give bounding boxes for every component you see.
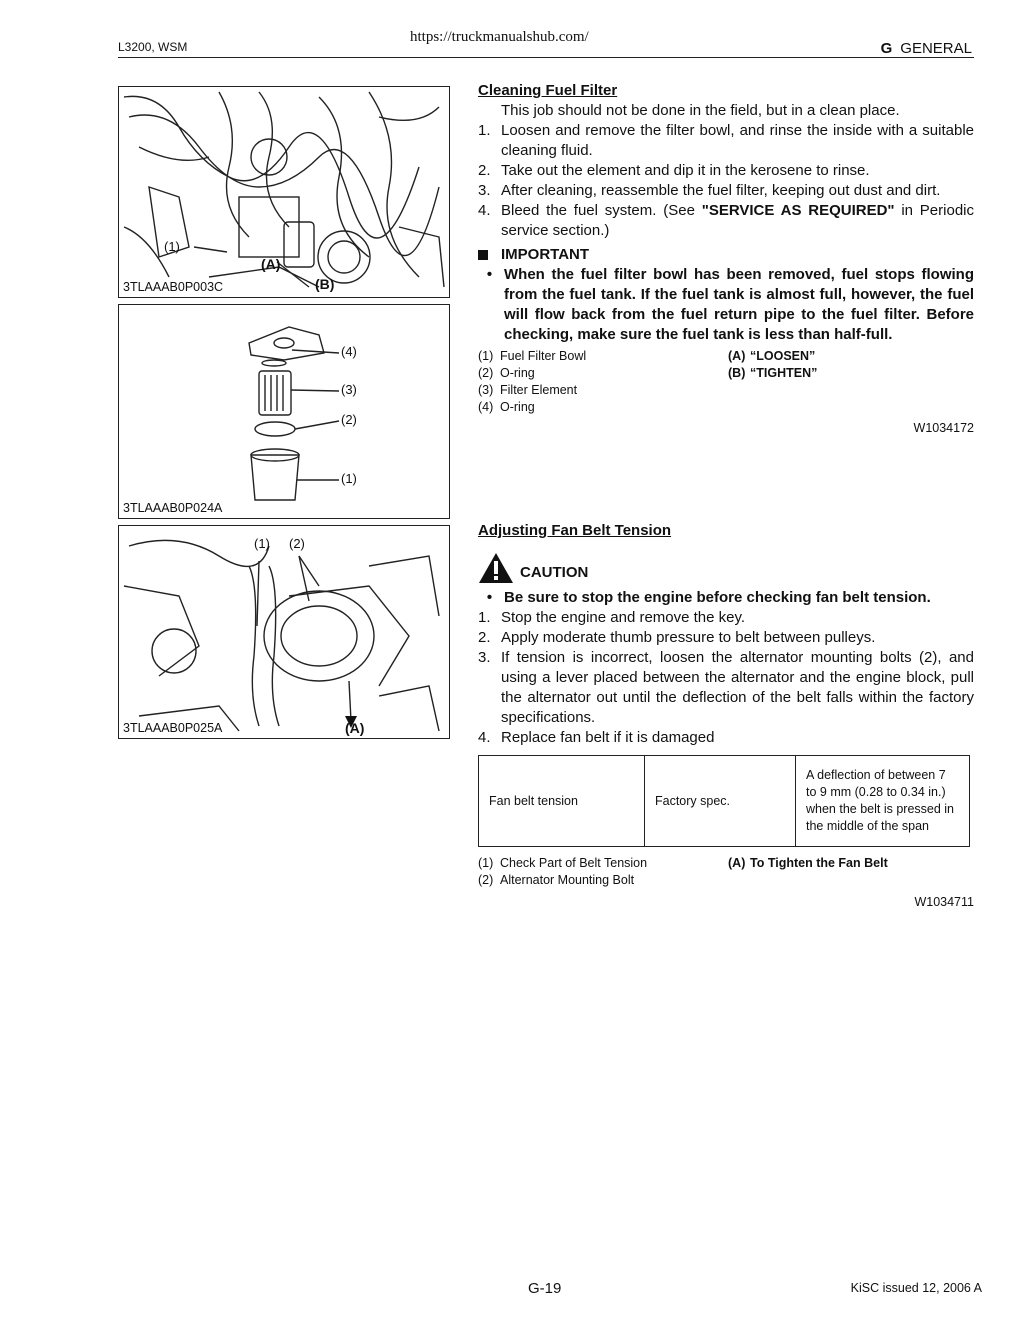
spec-label-cell: Factory spec. (645, 756, 796, 847)
figure2-label-2: (2) (341, 412, 357, 427)
fanbelt-step: 1. Stop the engine and remove the key. (478, 609, 746, 626)
figure1-label-a: (A) (261, 256, 281, 272)
bullet-icon: • (486, 589, 493, 606)
fan-belt-illustration (119, 526, 449, 738)
figure-fuel-filter-exploded (118, 304, 450, 519)
figure2-label-4: (4) (341, 344, 357, 359)
figure3-label-2: (2) (289, 536, 305, 551)
figure2-label-3: (3) (341, 382, 357, 397)
fan-belt-section (478, 521, 974, 912)
header-rule (118, 57, 974, 58)
caution-heading: CAUTION (478, 552, 974, 584)
spec-value-cell: A deflection of between 7 to 9 mm (0.28 to 0.34 in.) when the belt is pressed in the middle of the span (796, 756, 970, 847)
square-bullet-icon (478, 250, 488, 260)
legend-row: (1) Check Part of Belt Tension (A) To Tighten the Fan Belt (478, 856, 888, 870)
figure3-label-1: (1) (254, 536, 270, 551)
fanbelt-step: 2. Apply moderate thumb pressure to belt between pulleys. (478, 629, 876, 646)
section-name: GENERAL (900, 40, 972, 57)
service-reference: "SERVICE AS REQUIRED" (701, 202, 895, 219)
cleaning-step: 3. After cleaning, reassemble the fuel filter, keeping out dust and dirt. (478, 182, 941, 199)
spec-table (478, 755, 970, 847)
legend-row: (2) O-ring (B) “TIGHTEN” (478, 366, 818, 380)
figure2-caption: 3TLAAAB0P024A (123, 501, 223, 515)
cleaning-step: 2. Take out the element and dip it in the kerosene to rinse. (478, 162, 870, 179)
issued-note: KiSC issued 12, 2006 A (850, 1281, 982, 1295)
header-section (881, 40, 972, 57)
figure2-label-1: (1) (341, 471, 357, 486)
warning-triangle-icon (478, 552, 514, 584)
section-letter: G (880, 40, 893, 57)
legend-row: (4) O-ring (478, 400, 535, 414)
fanbelt-title: Adjusting Fan Belt Tension (478, 522, 672, 539)
cleaning-legend (478, 348, 974, 416)
cleaning-intro: This job should not be done in the field, but in a clean place. (501, 102, 900, 119)
cleaning-step: 1. Loosen and remove the filter bowl, and rinse the inside with a suitable cleaning fluid. (478, 122, 974, 159)
fanbelt-step: 3. If tension is incorrect, loosen the alternator mounting bolts (2), and using a lever placed between the alternator and the engine block, pull the alternator out until the deflection of the belt falls within the factory specifications. (478, 649, 974, 726)
page-number: G-19 (528, 1280, 562, 1297)
fanbelt-code: W1034711 (914, 895, 974, 909)
cleaning-title: Cleaning Fuel Filter (478, 82, 618, 99)
header-model: L3200, WSM (118, 40, 188, 54)
legend-row: (2) Alternator Mounting Bolt (478, 873, 635, 887)
figure1-caption: 3TLAAAB0P003C (123, 280, 224, 294)
spec-item-cell: Fan belt tension (479, 756, 645, 847)
table-row (479, 756, 970, 847)
cleaning-step: 4. Bleed the fuel system. (See "SERVICE AS REQUIRED" in Periodic service section.) (478, 202, 974, 239)
figure1-label-1: (1) (164, 239, 180, 254)
filter-exploded-illustration (119, 305, 449, 518)
cleaning-code: W1034172 (913, 421, 974, 435)
figure1-label-b: (B) (315, 276, 335, 292)
figure-fan-belt (118, 525, 450, 739)
engine-illustration (119, 87, 449, 297)
cleaning-fuel-filter-section (478, 81, 974, 438)
figure-fuel-filter-engine (118, 86, 450, 298)
legend-row: (3) Filter Element (478, 383, 578, 397)
caution-note: • Be sure to stop the engine before checking fan belt tension. (478, 588, 974, 608)
fanbelt-legend (478, 855, 974, 889)
legend-row: (1) Fuel Filter Bowl (A) “LOOSEN” (478, 349, 816, 363)
bullet-icon: • (486, 266, 493, 283)
fanbelt-step: 4. Replace fan belt if it is damaged (478, 729, 715, 746)
figure3-label-a: (A) (345, 720, 365, 736)
figure3-caption: 3TLAAAB0P025A (123, 721, 223, 735)
important-note: • When the fuel filter bowl has been removed, fuel stops flowing from the fuel tank. If the fuel tank is almost full, however, the fuel will flow back from the fuel return pipe to the fuel filter. Before checking, make sure the fuel tank is less than half-full. (478, 265, 974, 345)
header-url: https://truckmanualshub.com/ (410, 29, 589, 45)
important-heading: IMPORTANT (478, 245, 974, 265)
